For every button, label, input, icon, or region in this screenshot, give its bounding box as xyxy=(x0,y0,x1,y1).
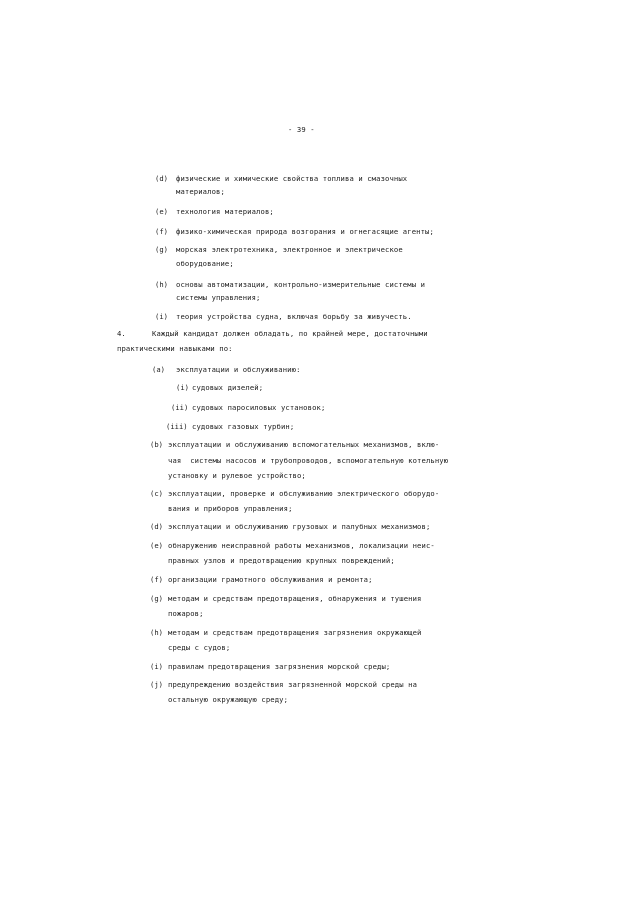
item-text: физические и химические свойства топлива и смазочных xyxy=(176,174,408,183)
item-text: методам и средствам предотвращения, обнаружения и тушения xyxy=(168,594,422,603)
item-text: методам и средствам предотвращения загрязнения окружающей xyxy=(168,628,422,637)
item-text: технология материалов; xyxy=(176,207,274,216)
item-label: (h) xyxy=(155,280,168,289)
item-label: (e) xyxy=(155,207,168,216)
item-text: морская электротехника, электронное и электрическое xyxy=(176,245,403,254)
item-text: эксплуатации и обслуживанию вспомогательных механизмов, вклю- xyxy=(168,440,440,449)
item-label: (d) xyxy=(150,522,163,531)
item-label: (g) xyxy=(150,594,163,603)
subitem-text: судовых дизелей; xyxy=(192,383,264,392)
item-label: (a) xyxy=(152,365,165,374)
item-text: среды с судов; xyxy=(168,643,231,652)
item-label: (j) xyxy=(150,680,163,689)
item-text: эксплуатации, проверке и обслуживанию электрического оборудо- xyxy=(168,489,440,498)
subitem-text: судовых паросиловых установок; xyxy=(192,403,326,412)
item-label: (g) xyxy=(155,245,168,254)
item-text: оборудование; xyxy=(176,259,234,268)
item-label: (f) xyxy=(155,227,168,236)
item-text: пожаров; xyxy=(168,609,204,618)
item-text: организации грамотного обслуживания и ремонта; xyxy=(168,575,373,584)
item-label: (i) xyxy=(155,312,168,321)
subitem-label: (ii) xyxy=(171,403,189,412)
item-text: предупреждению воздействия загрязненной морской среды на xyxy=(168,680,418,689)
item-text: правных узлов и предотвращению крупных повреждений; xyxy=(168,556,395,565)
item-text: остальную окружающую среду; xyxy=(168,695,289,704)
item-text: материалов; xyxy=(176,187,225,196)
item-text: эксплуатации и обслуживанию грузовых и палубных механизмов; xyxy=(168,522,431,531)
item-label: (f) xyxy=(150,575,163,584)
item-text: эксплуатации и обслуживанию: xyxy=(176,365,301,374)
item-text: основы автоматизации, контрольно-измерительные системы и xyxy=(176,280,426,289)
section-text: Каждый кандидат должен обладать, по крайней мере, достаточными xyxy=(152,329,428,338)
item-text: правилам предотвращения загрязнения морской среды; xyxy=(168,662,391,671)
subitem-text: судовых газовых турбин; xyxy=(192,422,295,431)
section-text: практическими навыками по: xyxy=(117,344,233,353)
item-label: (c) xyxy=(150,489,163,498)
item-text: системы управления; xyxy=(176,293,261,302)
item-label: (e) xyxy=(150,541,163,550)
item-label: (h) xyxy=(150,628,163,637)
subitem-label: (iii) xyxy=(166,422,188,431)
subitem-label: (i) xyxy=(176,383,189,392)
item-text: обнаружению неисправной работы механизмов, локализации неис- xyxy=(168,541,435,550)
page-number: - 39 - xyxy=(288,125,315,134)
item-label: (b) xyxy=(150,440,163,449)
section-number: 4. xyxy=(117,329,126,338)
item-text: вания и приборов управления; xyxy=(168,504,293,513)
item-text: чая системы насосов и трубопроводов, вспомогательную котельную xyxy=(168,456,449,465)
item-label: (d) xyxy=(155,174,168,183)
item-text: физико-химическая природа возгорания и огнегасящие агенты; xyxy=(176,227,434,236)
item-text: теория устройства судна, включая борьбу за живучесть. xyxy=(176,312,412,321)
item-label: (i) xyxy=(150,662,163,671)
item-text: установку и рулевое устройство; xyxy=(168,471,306,480)
